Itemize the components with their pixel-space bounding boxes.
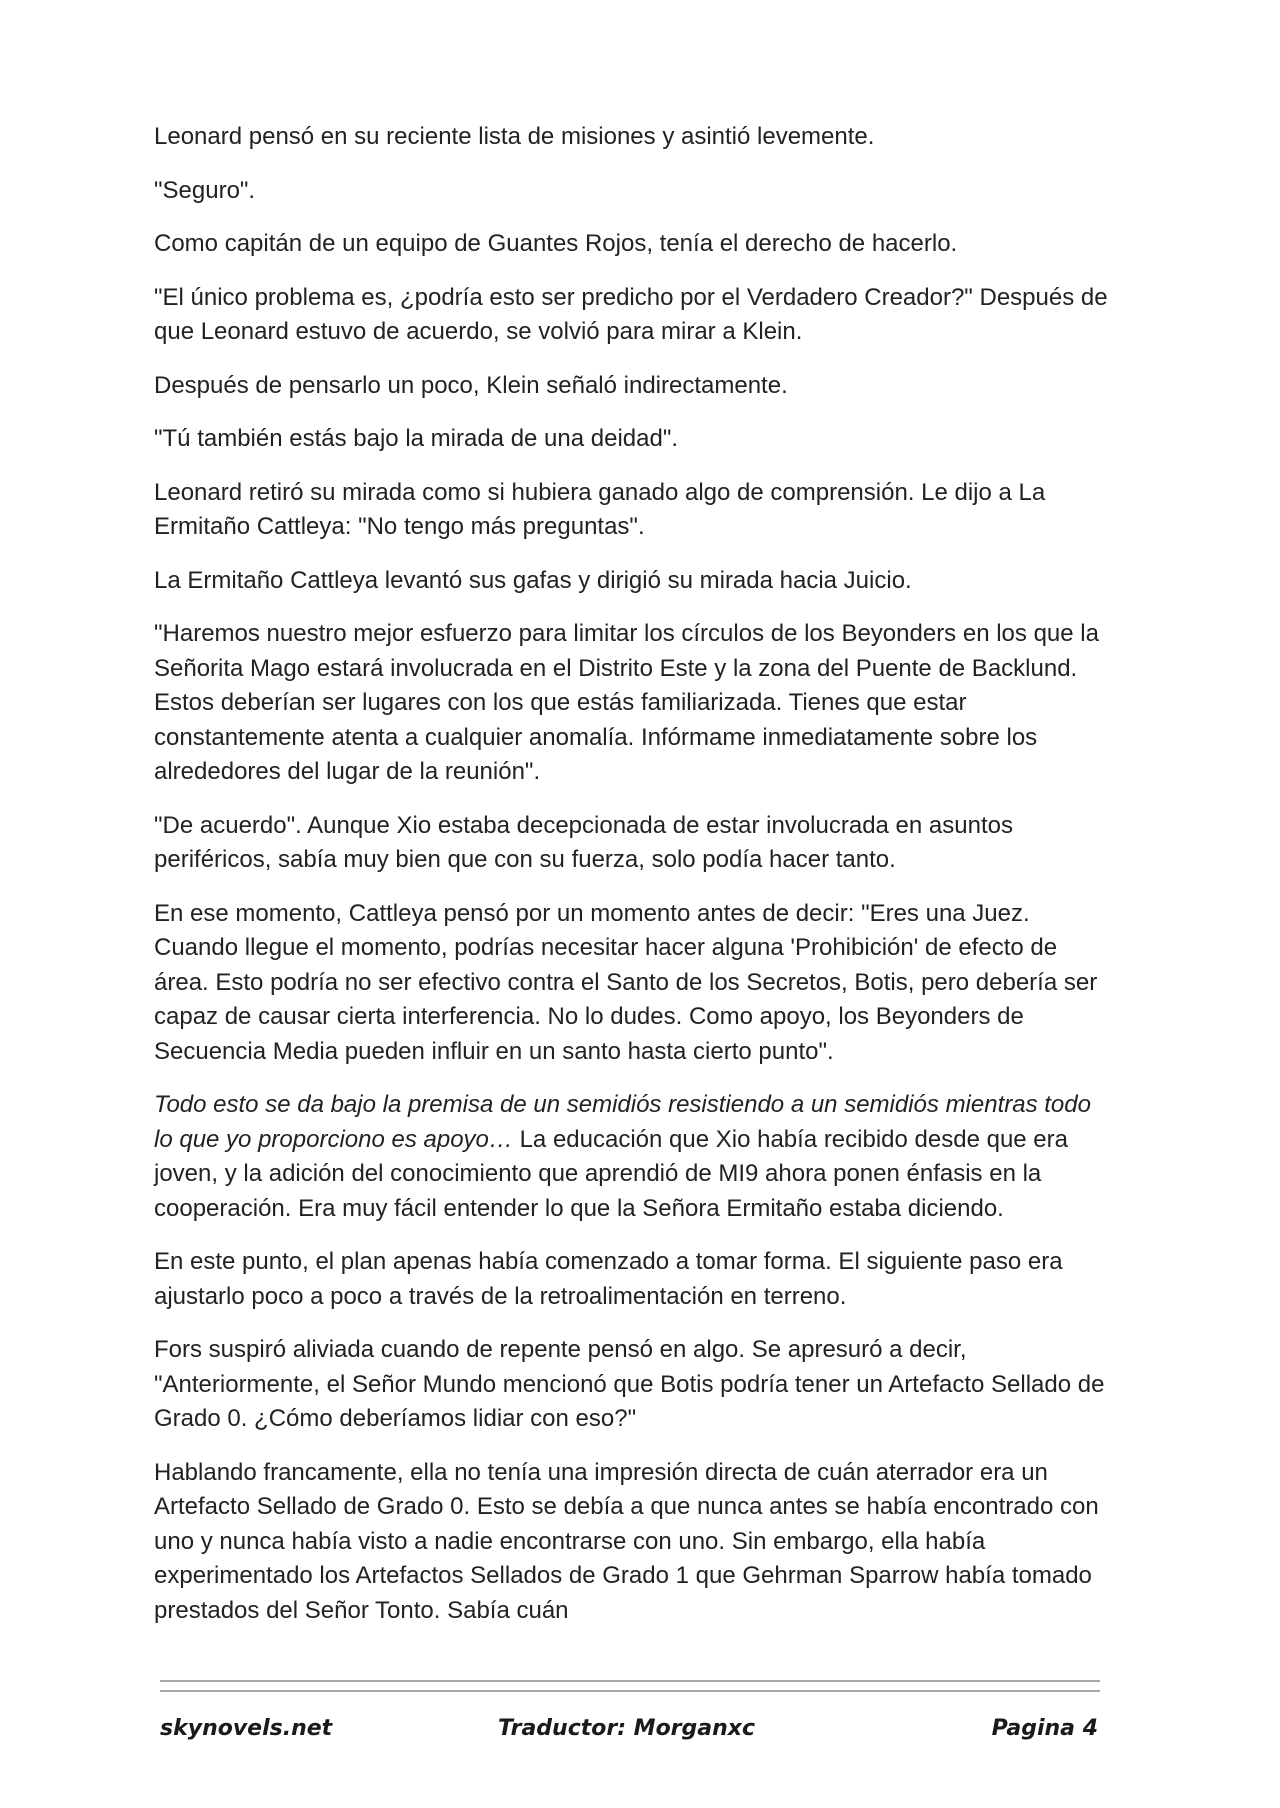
paragraph: "Seguro". [154, 176, 256, 204]
paragraph: "Haremos nuestro mejor esfuerzo para limitar los círculos de los Beyonders en los que la Señorita Mago estará involucrada en el Distrito Este y la zona del Puente de Backlund. Estos deberían ser lugares con los que estás familiarizada. Tienes que estar constantemente atenta a cualquier anomalía. Infórmame inmediatamente sobre los alrededores del lugar de la reunión". [154, 620, 1099, 785]
paragraph: Leonard pensó en su reciente lista de misiones y asintió levemente. [154, 123, 875, 150]
paragraph: "El único problema es, ¿podría esto ser predicho por el Verdadero Creador?" Después de que Leonard estuvo de acuerdo, se volvió para mirar a Klein. [154, 283, 1108, 345]
paragraph: Leonard retiró su mirada como si hubiera ganado algo de comprensión. Le dijo a La Ermitaño Cattleya: "No tengo más preguntas". [154, 478, 1046, 540]
paragraph: Después de pensarlo un poco, Klein señaló indirectamente. [154, 371, 788, 399]
paragraph: En ese momento, Cattleya pensó por un momento antes de decir: "Eres una Juez. Cuando llegue el momento, podrías necesitar hacer alguna 'Prohibición' de efecto de área. Esto podría no ser efectivo contra el Santo de los Secretos, Botis, pero debería ser capaz de causar cierta interferencia. No lo dudes. Como apoyo, los Beyonders de Secuencia Media pueden influir en un santo hasta cierto punto". [154, 899, 1098, 1065]
paragraph: La Ermitaño Cattleya levantó sus gafas y dirigió su mirada hacia Juicio. [154, 566, 912, 594]
body-text [154, 120, 1114, 1647]
paragraph: "De acuerdo". Aunque Xio estaba decepcionada de estar involucrada en asuntos periféricos, sabía muy bien que con su fuerza, solo podía hacer tanto. [154, 811, 1013, 873]
footer-site: skynovels.net [160, 1716, 333, 1741]
paragraph-text: La educación que Xio había recibido desde que era joven, y la adición del conocimiento que aprendió de MI9 ahora ponen énfasis en la cooperación. Era muy fácil entender lo que la Señora Ermitaño estaba diciendo. [154, 1125, 1068, 1222]
italic-thought: Todo esto se da bajo la premisa de un semidiós resistiendo a un semidiós mientras todo lo que yo proporciono es apoyo… [154, 1091, 1091, 1153]
footer-divider-top [160, 1680, 1100, 1682]
paragraph: Fors suspiró aliviada cuando de repente pensó en algo. Se apresuró a decir, "Anteriormente, el Señor Mundo mencionó que Botis podría tener un Artefacto Sellado de Grado 0. ¿Cómo deberíamos lidiar con eso?" [154, 1336, 1105, 1432]
footer-translator: Traductor: Morganxc [498, 1716, 756, 1741]
footer-page-number: Pagina 4 [991, 1716, 1098, 1741]
footer-divider-bottom [160, 1690, 1100, 1692]
paragraph: Como capitán de un equipo de Guantes Rojos, tenía el derecho de hacerlo. [154, 230, 958, 257]
paragraph-mixed [154, 1088, 1114, 1226]
paragraph: En este punto, el plan apenas había comenzado a tomar forma. El siguiente paso era ajustarlo poco a poco a través de la retroalimentación en terreno. [154, 1248, 1063, 1310]
paragraph: Hablando francamente, ella no tenía una impresión directa de cuán aterrador era un Artefacto Sellado de Grado 0. Esto se debía a que nunca antes se había encontrado con uno y nunca había visto a nadie encontrarse con uno. Sin embargo, ella había experimentado los Artefactos Sellados de Grado 1 que Gehrman Sparrow había tomado prestados del Señor Tonto. Sabía cuán [154, 1458, 1099, 1624]
paragraph: "Tú también estás bajo la mirada de una deidad". [154, 425, 679, 452]
